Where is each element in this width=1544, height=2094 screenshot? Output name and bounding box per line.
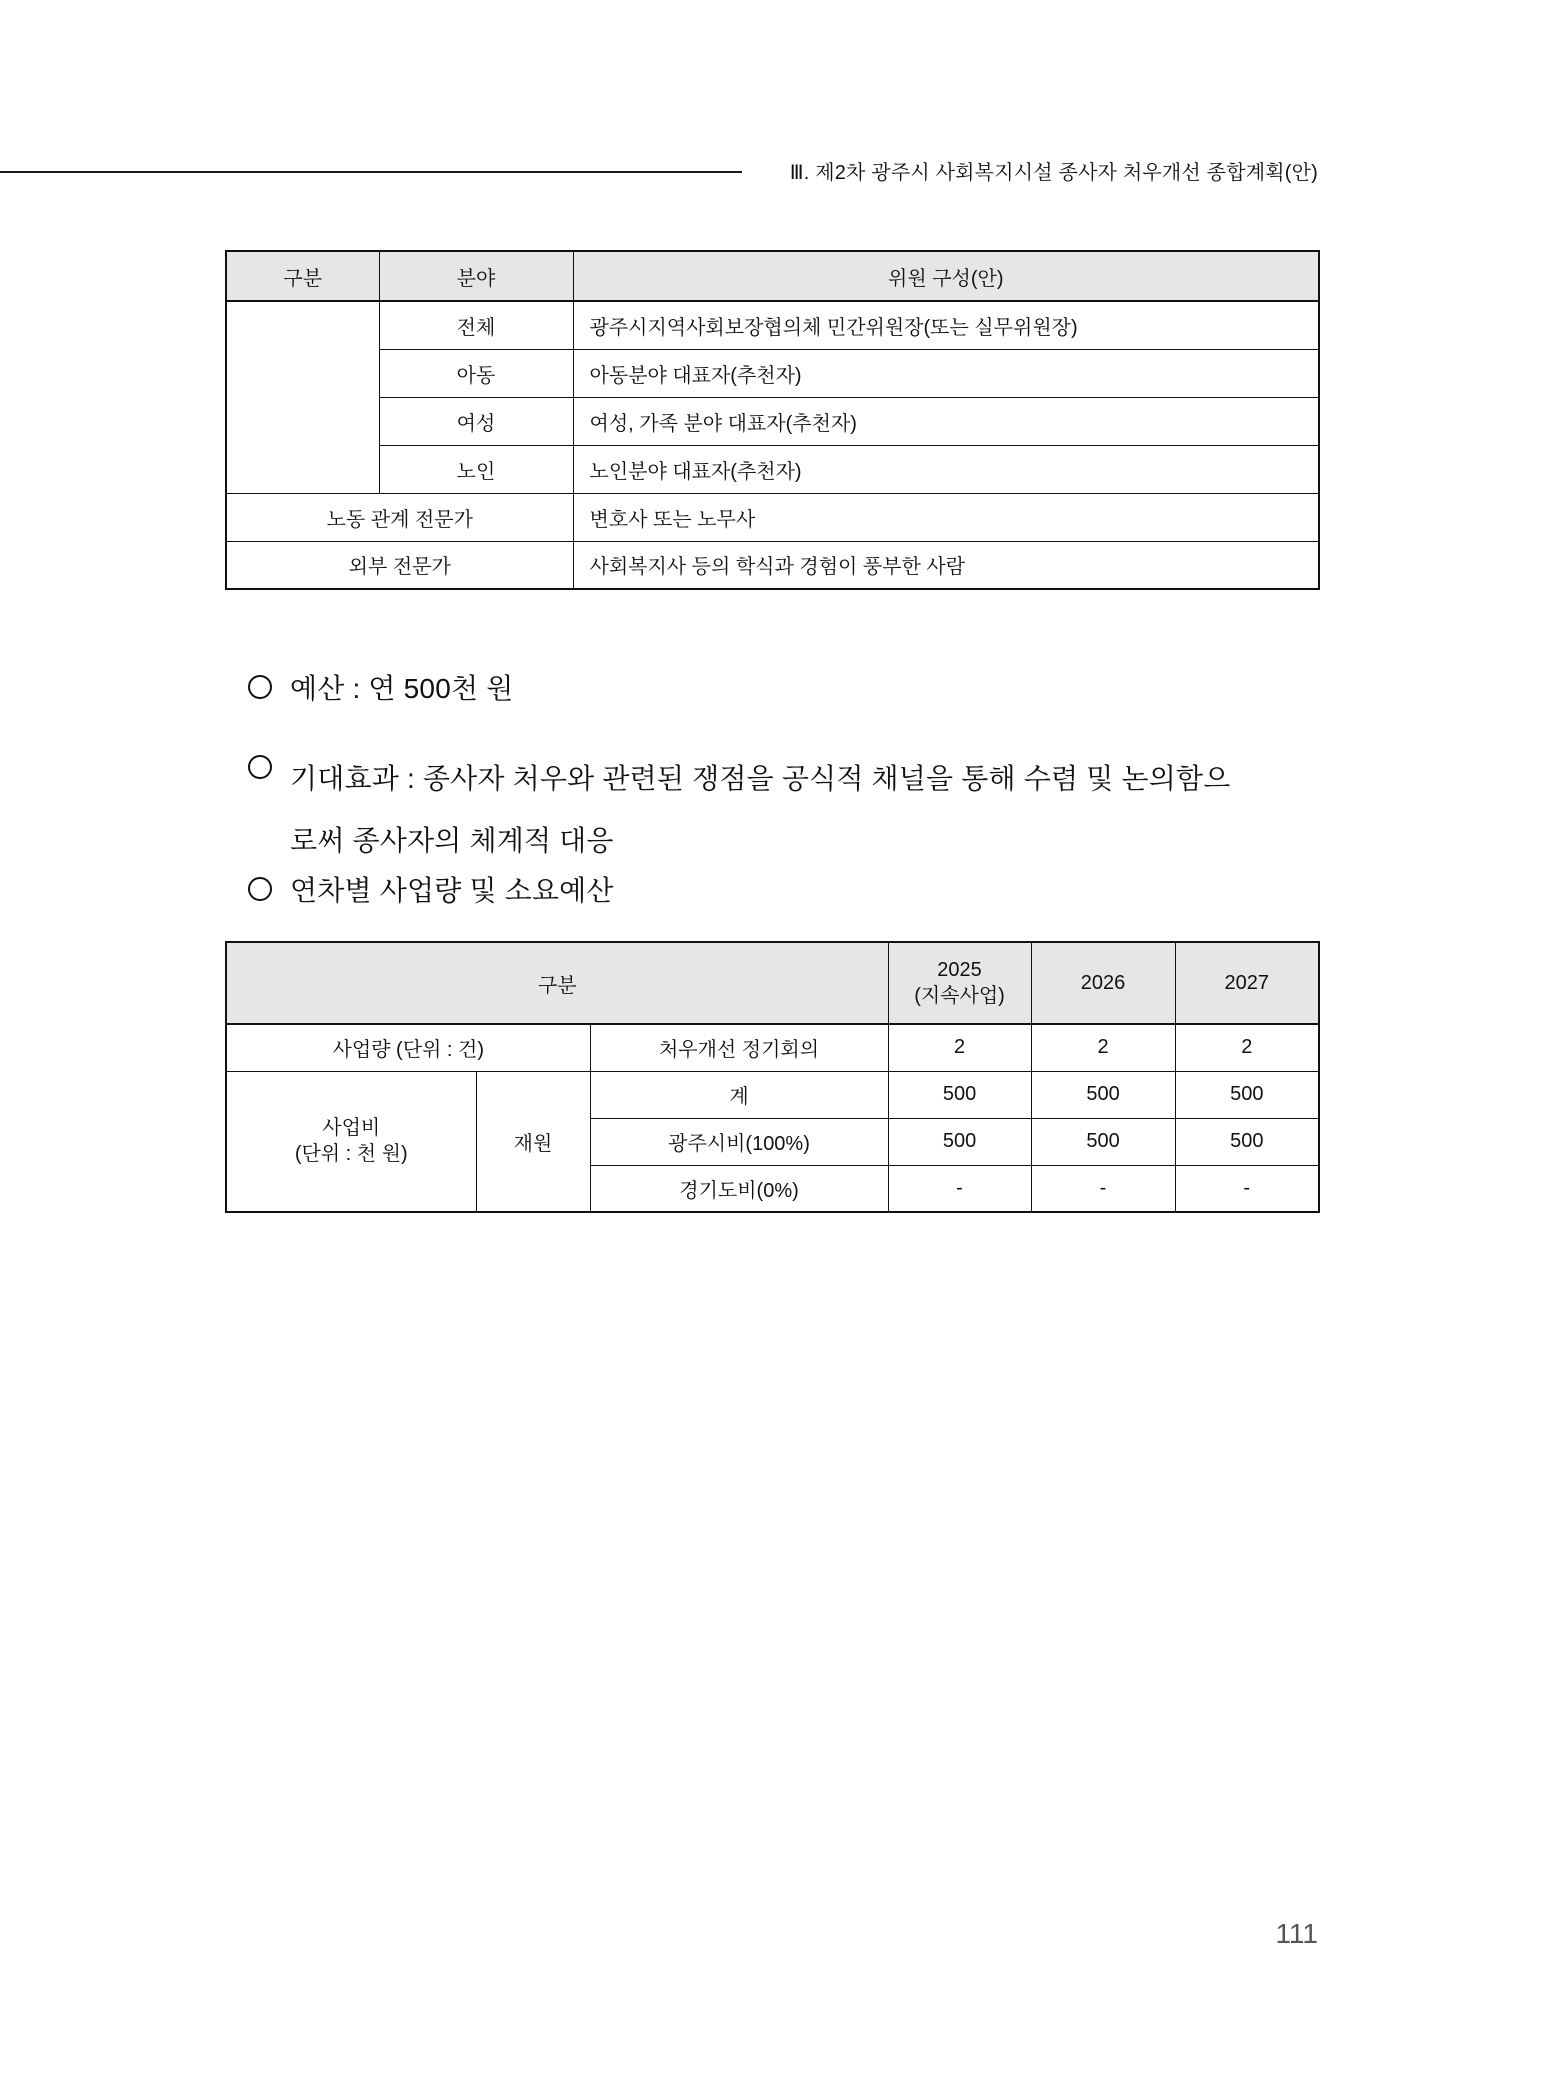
bullet-effect-line2: 로써 종사자의 체계적 대응 (290, 825, 614, 856)
committee-table (225, 250, 1320, 590)
page-number: 111 (1275, 1918, 1318, 1949)
cost-label-line2: (단위 : 천 원) (294, 1143, 408, 1166)
cost-item-cell: 경기도비(0%) (590, 1165, 888, 1212)
table-row (226, 301, 1319, 349)
committee-field-cell: 노인 (379, 445, 573, 493)
workload-2025-cell: 2 (888, 1024, 1031, 1071)
budget-header-2025 (888, 942, 1031, 1024)
committee-composition-cell: 사회복지사 등의 학식과 경험이 풍부한 사람 (573, 541, 1319, 589)
budget-header-2027: 2027 (1175, 942, 1319, 1024)
cost-source-cell: 재원 (476, 1071, 590, 1212)
cost-2025-cell: 500 (888, 1118, 1031, 1165)
table-row-cost-total (226, 1071, 1319, 1118)
table-row (226, 397, 1319, 445)
table-row-workload (226, 1024, 1319, 1071)
committee-field-cell: 여성 (379, 397, 573, 445)
budget-header-gubun: 구분 (226, 942, 888, 1024)
workload-label-cell: 사업량 (단위 : 건) (226, 1024, 590, 1071)
table-row (226, 349, 1319, 397)
circle-bullet-icon (248, 877, 272, 901)
bullet-effect-text (290, 748, 1230, 872)
table-row (226, 541, 1319, 589)
cost-label-cell (226, 1071, 476, 1212)
workload-2026-cell: 2 (1031, 1024, 1175, 1071)
cost-2027-cell: 500 (1175, 1118, 1319, 1165)
workload-2027-cell: 2 (1175, 1024, 1319, 1071)
circle-bullet-icon (248, 755, 272, 779)
committee-merged-label-cell: 노동 관계 전문가 (226, 493, 573, 541)
table-row (226, 493, 1319, 541)
cost-item-cell: 광주시비(100%) (590, 1118, 888, 1165)
cost-label-line1: 사업비 (322, 1117, 381, 1140)
budget-header-2026: 2026 (1031, 942, 1175, 1024)
cost-2027-cell: 500 (1175, 1071, 1319, 1118)
committee-header-category: 구분 (226, 251, 379, 301)
committee-composition-cell: 노인분야 대표자(추천자) (573, 445, 1319, 493)
committee-composition-cell: 광주시지역사회보장협의체 민간위원장(또는 실무위원장) (573, 301, 1319, 349)
bullet-budget-text: 예산 : 연 500천 원 (290, 673, 514, 704)
bullet-effect-line1: 기대효과 : 종사자 처우와 관련된 쟁점을 공식적 채널을 통해 수렴 및 논의함으 (290, 763, 1231, 794)
committee-composition-cell: 아동분야 대표자(추천자) (573, 349, 1319, 397)
cost-2026-cell: 500 (1031, 1071, 1175, 1118)
bullet-item-budget (248, 668, 1368, 710)
budget-header-2025-note: (지속사업) (914, 985, 1005, 1007)
committee-composition-cell: 변호사 또는 노무사 (573, 493, 1319, 541)
bullet-item-effect (248, 748, 1368, 872)
cost-2026-cell: 500 (1031, 1118, 1175, 1165)
committee-field-cell: 아동 (379, 349, 573, 397)
committee-header-composition: 위원 구성(안) (573, 251, 1319, 301)
committee-table-header-row (226, 251, 1319, 301)
table-row (226, 445, 1319, 493)
budget-table-header-row (226, 942, 1319, 1024)
committee-merged-label-cell: 외부 전문가 (226, 541, 573, 589)
cost-2026-cell: - (1031, 1165, 1175, 1212)
cost-2027-cell: - (1175, 1165, 1319, 1212)
running-header-title: Ⅲ. 제2차 광주시 사회복지시설 종사자 처우개선 종합계획(안) (789, 162, 1318, 184)
committee-category-cell (226, 301, 379, 493)
bullet-item-annual (248, 870, 1368, 912)
cost-item-cell: 계 (590, 1071, 888, 1118)
workload-item-cell: 처우개선 정기회의 (590, 1024, 888, 1071)
committee-header-field: 분야 (379, 251, 573, 301)
budget-header-2025-year: 2025 (937, 959, 982, 981)
bullet-annual-text: 연차별 사업량 및 소요예산 (290, 875, 614, 906)
budget-table (225, 941, 1320, 1213)
committee-composition-cell: 여성, 가족 분야 대표자(추천자) (573, 397, 1319, 445)
cost-2025-cell: 500 (888, 1071, 1031, 1118)
circle-bullet-icon (248, 675, 272, 699)
cost-2025-cell: - (888, 1165, 1031, 1212)
committee-field-cell: 전체 (379, 301, 573, 349)
